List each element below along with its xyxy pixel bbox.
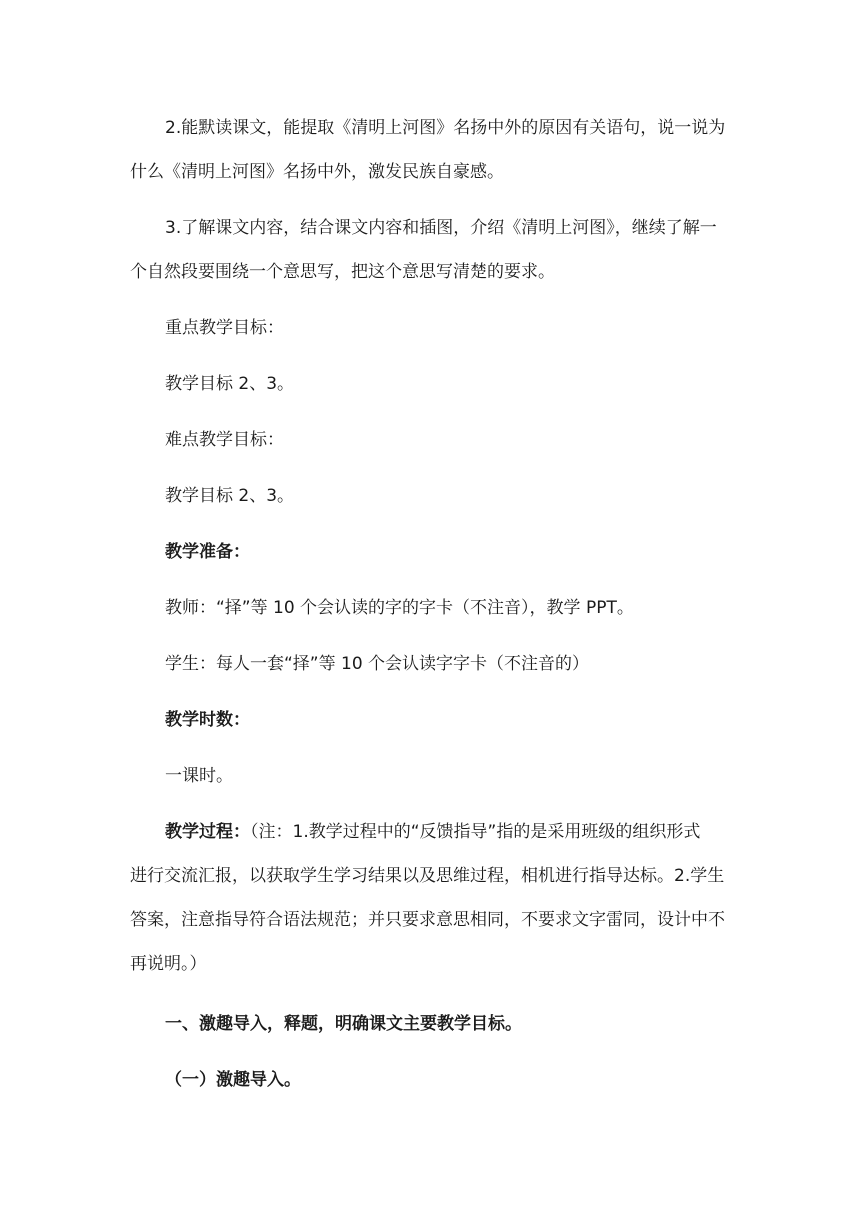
- section-heading: [165, 540, 775, 564]
- paragraph-line: [165, 316, 775, 340]
- line-text: 重点教学目标：: [165, 318, 284, 338]
- line-text: 教学目标 2、3。: [165, 486, 295, 506]
- paragraph-line: [165, 428, 775, 452]
- line-text: 个自然段要围绕一个意思写，把这个意思写清楚的要求。: [130, 262, 555, 282]
- line-text: 3.了解课文内容，结合课文内容和插图，介绍《清明上河图》，继续了解一: [165, 218, 717, 238]
- paragraph-line: [165, 764, 775, 788]
- line-text: （注：1.教学过程中的“反馈指导”指的是采用班级的组织形式: [250, 822, 701, 842]
- line-text: 再说明。）: [130, 954, 207, 974]
- paragraph-line: [165, 484, 775, 508]
- paragraph-line: [165, 652, 775, 676]
- paragraph-line: [165, 372, 775, 396]
- line-text: 什么《清明上河图》名扬中外，激发民族自豪感。: [130, 162, 504, 182]
- paragraph-line: [165, 116, 740, 140]
- heading-text: 教学时数：: [165, 710, 250, 730]
- paragraph-line: [130, 260, 740, 284]
- line-text: 一课时。: [165, 766, 233, 786]
- paragraph-line: [130, 908, 740, 932]
- paragraph-line: [165, 216, 740, 240]
- line-text: 答案，注意指导符合语法规范；并只要求意思相同，不要求文字雷同，设计中不: [130, 910, 725, 930]
- paragraph-line: [165, 596, 775, 620]
- paragraph-line: [130, 864, 740, 888]
- line-text: 进行交流汇报，以获取学生学习结果以及思维过程，相机进行指导达标。2.学生: [130, 866, 725, 886]
- paragraph-line: [130, 160, 740, 184]
- inline-heading: 教学过程：: [165, 822, 250, 842]
- heading-text: （一）激趣导入。: [165, 1070, 301, 1090]
- line-text: 2.能默读课文，能提取《清明上河图》名扬中外的原因有关语句，说一说为: [165, 118, 726, 138]
- paragraph-line: [165, 820, 740, 844]
- paragraph-line: [130, 952, 740, 976]
- heading-text: 一、激趣导入，释题，明确课文主要教学目标。: [165, 1014, 522, 1034]
- line-text: 教学目标 2、3。: [165, 374, 295, 394]
- line-text: 学生：每人一套“择”等 10 个会认读字字卡（不注音的）: [165, 654, 590, 674]
- line-text: 难点教学目标：: [165, 430, 284, 450]
- section-heading: [165, 1012, 775, 1036]
- heading-text: 教学准备：: [165, 542, 250, 562]
- subsection-heading: [165, 1068, 775, 1092]
- line-text: 教师：“择”等 10 个会认读的字的字卡（不注音），教学 PPT。: [165, 598, 634, 618]
- section-heading: [165, 708, 775, 732]
